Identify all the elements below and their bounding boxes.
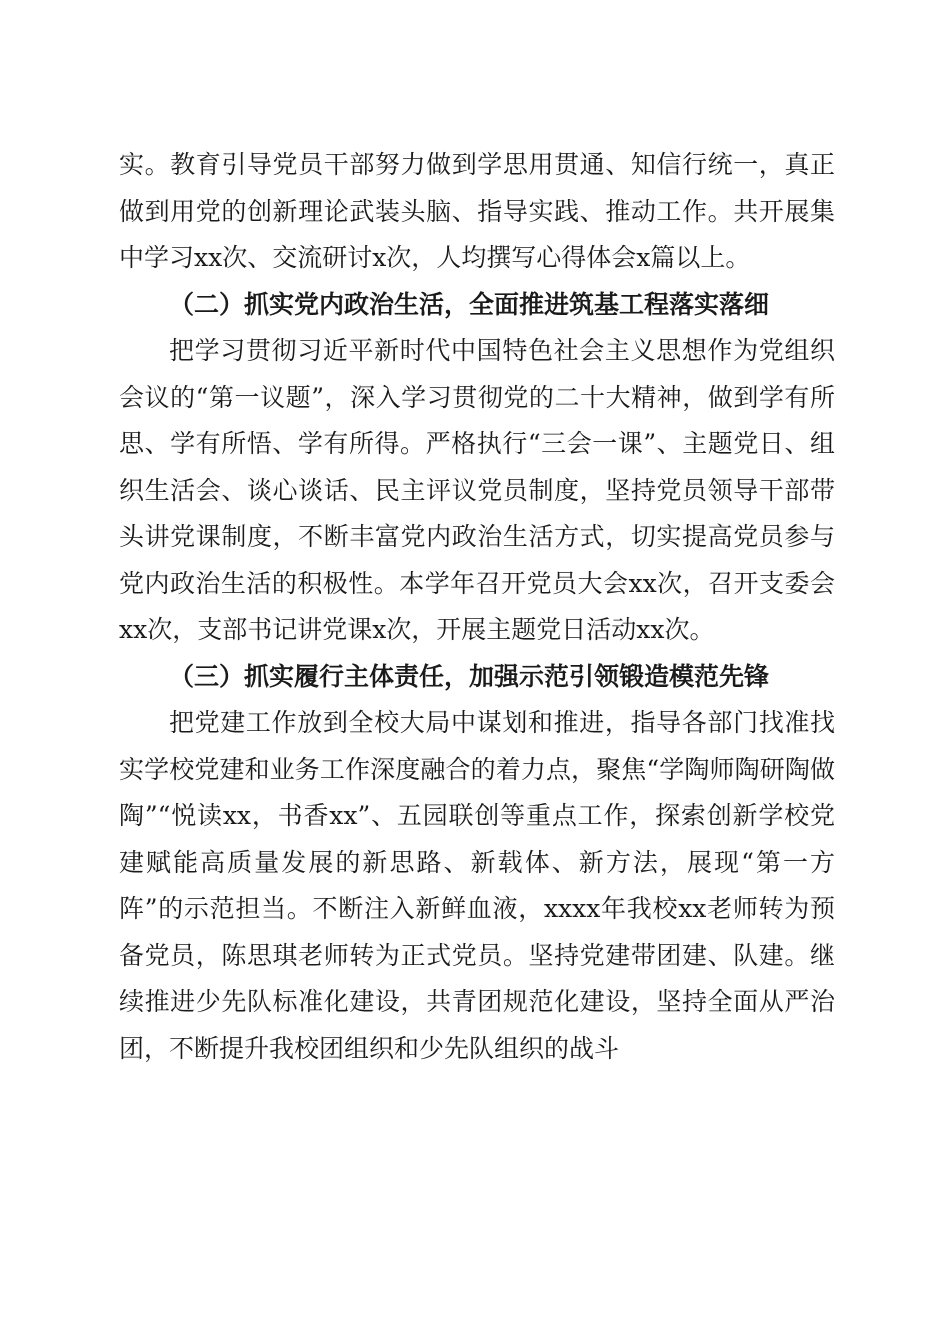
section-heading-2: （二）抓实党内政治生活，全面推进筑基工程落实落细 bbox=[169, 289, 770, 319]
paragraph-2: 把学习贯彻习近平新时代中国特色社会主义思想作为党组织会议的“第一议题”，深入学习贯彻党的二十大精神，做到学有所思、学有所悟、学有所得。严格执行“三会一课”、主题党日、组织生活会、谈心谈话、民主评议党员制度，坚持党员领导干部带头讲党课制度，不断丰富党内政治生活方式，切实提高党员参与党内政治生活的积极性。本学年召开党员大会xx次，召开支委会xx次，支部书记讲党课x次，开展主题党日活动xx次。 bbox=[119, 336, 835, 644]
paragraph-3: 把党建工作放到全校大局中谋划和推进，指导各部门找准找实学校党建和业务工作深度融合的着力点，聚焦“学陶师陶研陶做陶”“悦读xx，书香xx”、五园联创等重点工作，探索创新学校党建赋能高质量发展的新思路、新载体、新方法，展现“第一方阵”的示范担当。不断注入新鲜血液，xxxx年我校xx老师转为预备党员，陈思琪老师转为正式党员。坚持党建带团建、队建。继续推进少先队标准化建设，共青团规范化建设，坚持全面从严治团，不断提升我校团组织和少先队组织的战斗 bbox=[119, 708, 835, 1063]
section-heading-3: （三）抓实履行主体责任，加强示范引领锻造模范先锋 bbox=[169, 661, 770, 691]
paragraph-continuation: 实。教育引导党员干部努力做到学思用贯通、知信行统一，真正做到用党的创新理论武装头脑、指导实践、推动工作。共开展集中学习xx次、交流研讨x次，人均撰写心得体会x篇以上。 bbox=[119, 150, 835, 272]
document-body bbox=[119, 142, 835, 1072]
